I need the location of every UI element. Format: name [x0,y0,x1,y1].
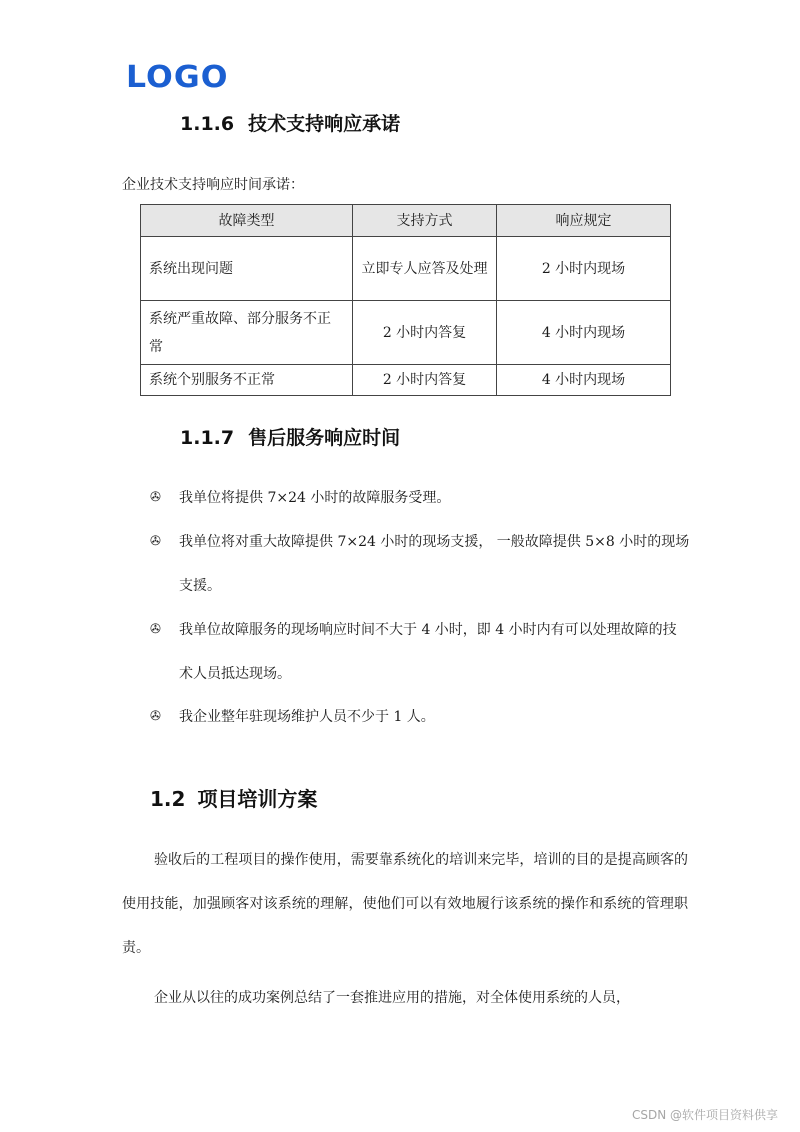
list-item [150,520,690,608]
list-item-text: 我单位将提供 7×24 小时的故障服务受理。 [179,490,451,506]
cell-fault-type: 系统出现问题 [141,237,353,301]
list-item-text: 我单位故障服务的现场响应时间不大于 4 小时，即 4 小时内有可以处理故障的技术人员抵达现场。 [179,622,677,682]
heading-number: 1.1.6 [180,113,235,135]
paragraph: 企业从以往的成功案例总结了一套推进应用的措施，对全体使用系统的人员， [154,990,630,1006]
cell-fault-type: 系统严重故障、部分服务不正常 [141,301,353,365]
table-row [141,365,671,396]
table-row [141,301,671,365]
bullet-icon: ✇ [150,490,161,505]
heading-1-1-7 [180,425,400,451]
list-item-text: 我单位将对重大故障提供 7×24 小时的现场支援， 一般故障提供 5×8 小时的现场支援。 [179,534,690,594]
list-item-text: 我企业整年驻现场维护人员不少于 1 人。 [179,709,435,725]
bullet-icon: ✇ [150,534,161,549]
cell-support-method: 立即专人应答及处理 [353,237,497,301]
heading-1-2 [150,785,317,813]
list-item [150,608,690,696]
cell-response-rule: 4 小时内现场 [497,301,671,365]
cell-support-method: 2 小时内答复 [353,365,497,396]
bullet-icon: ✇ [150,709,161,724]
table-intro: 企业技术支持响应时间承诺： [122,177,304,193]
header-fault-type: 故障类型 [141,205,353,237]
header-response-rule: 响应规定 [497,205,671,237]
header-support-method: 支持方式 [353,205,497,237]
heading-number: 1.1.7 [180,427,235,449]
watermark: CSDN @软件项目资料供享 [631,1108,778,1122]
response-commitment-table [140,204,671,396]
heading-title: 项目培训方案 [197,787,318,811]
heading-title: 技术支持响应承诺 [248,113,401,135]
list-item [150,695,690,739]
bullet-icon: ✇ [150,622,161,637]
heading-1-1-6 [180,111,400,137]
cell-fault-type: 系统个别服务不正常 [141,365,353,396]
cell-response-rule: 2 小时内现场 [497,237,671,301]
heading-title: 售后服务响应时间 [248,427,401,449]
paragraph: 验收后的工程项目的操作使用，需要靠系统化的培训来完毕，培训的目的是提高顾客的使用技能，加强顾客对该系统的理解，使他们可以有效地履行该系统的操作和系统的管理职责。 [122,852,688,956]
cell-support-method: 2 小时内答复 [353,301,497,365]
logo: LOGO [126,60,229,95]
heading-number: 1.2 [150,787,186,811]
cell-response-rule: 4 小时内现场 [497,365,671,396]
table-row [141,237,671,301]
table-header-row [141,205,671,237]
list-item [150,476,690,520]
